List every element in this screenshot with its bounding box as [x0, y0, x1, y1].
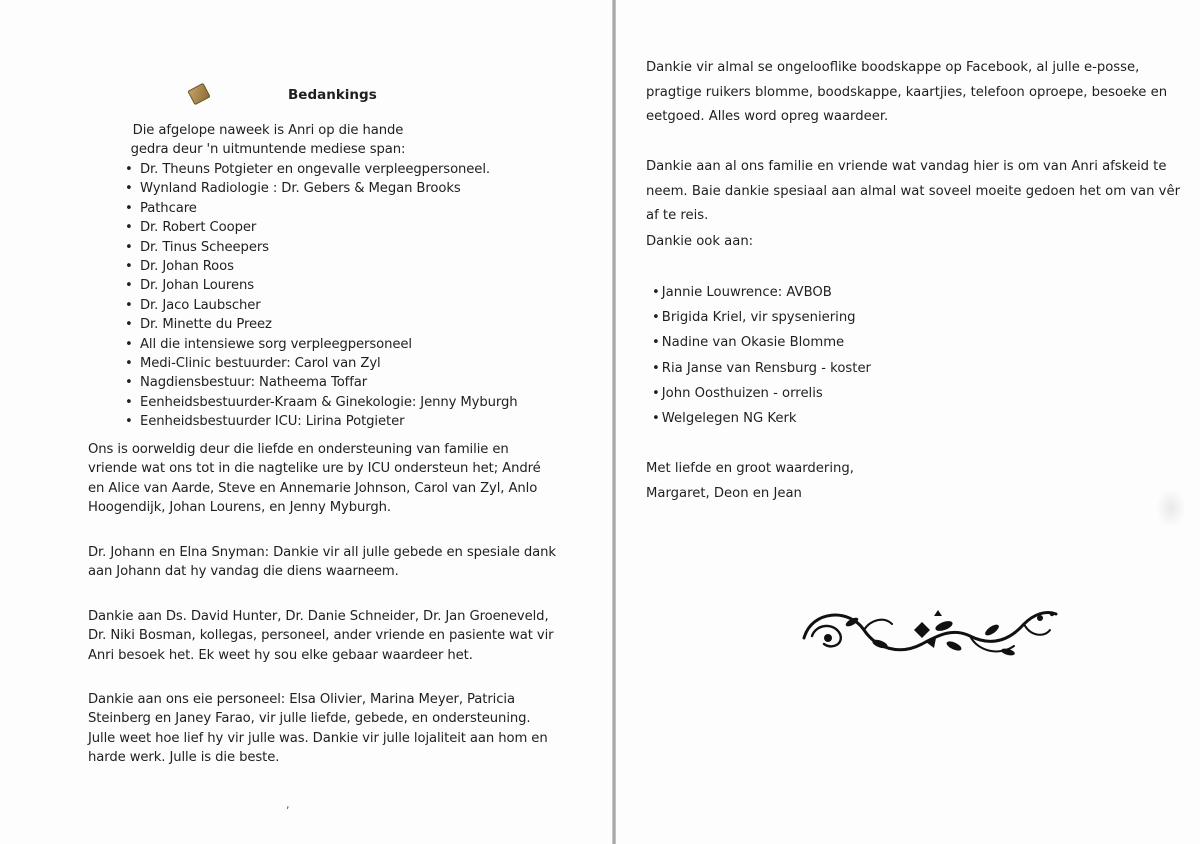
list-item: • John Oosthuizen - orrelis: [652, 381, 871, 406]
list-item: • Jannie Louwrence: AVBOB: [652, 280, 871, 305]
list-item: • Eenheidsbestuurder-Kraam & Ginekologie: Jenny Myburgh: [124, 393, 518, 412]
intro-text: Die afgelope naweek is Anri op die hande gedra deur 'n uitmuntende mediese span:: [130, 123, 406, 158]
list-item: • Dr. Jaco Laubscher: [124, 296, 518, 315]
list-item: • Medi-Clinic bestuurder: Carol van Zyl: [124, 354, 518, 373]
family-paragraph: Dankie aan al ons familie en vriende wat vandag hier is om van Anri afskeid te neem. Baie dankie spesiaal aan almal wat soveel moeite gedoen het om van vêr af te reis.: [646, 159, 1181, 224]
list-item: • Nagdiensbestuur: Natheema Toffar: [124, 373, 518, 392]
family-support-paragraph: Ons is oorweldig deur die liefde en ondersteuning van familie en vriende wat ons tot in die nagtelike ure by ICU ondersteun het; André en Alice van Aarde, Steve en Annemarie Johnson, Carol van Zyl, Anlo Hoogendijk, Johan Lourens, en Jenny Myburgh.: [88, 442, 541, 516]
list-item: • Wynland Radiologie : Dr. Gebers & Megan Brooks: [124, 179, 518, 198]
visitors-paragraph: Dankie aan Ds. David Hunter, Dr. Danie Schneider, Dr. Jan Groeneveld, Dr. Niki Bosman, kollegas, personeel, ander vriende en pasiente wat vir Anri besoek het. Ek weet hy sou elke gebaar waardeer het.: [88, 609, 554, 663]
right-page: [616, 0, 1200, 844]
stray-mark: ,: [286, 798, 290, 811]
floral-ornament-icon: [794, 600, 1064, 662]
list-item: • Dr. Johan Lourens: [124, 276, 518, 295]
list-item: • Dr. Tinus Scheepers: [124, 238, 518, 257]
closing-line: Met liefde en groot waardering,: [646, 461, 854, 476]
paperclip-icon: [187, 83, 210, 106]
list-item: • Brigida Kriel, vir spyseniering: [652, 305, 871, 330]
list-item: • Welgelegen NG Kerk: [652, 406, 871, 431]
list-item: • Dr. Minette du Preez: [124, 315, 518, 334]
list-item: • Nadine van Okasie Blomme: [652, 330, 871, 355]
list-item: • Dr. Theuns Potgieter en ongevalle verpleegpersoneel.: [124, 160, 518, 179]
staff-paragraph: Dankie aan ons eie personeel: Elsa Olivier, Marina Meyer, Patricia Steinberg en Janey Farao, vir julle liefde, gebede, en ondersteuning. Julle weet hoe lief hy vir julle was. Dankie vir julle lojaliteit aan hom en harde werk. Julle is die beste.: [88, 692, 548, 766]
snyman-paragraph: Dr. Johann en Elna Snyman: Dankie vir all julle gebede en spesiale dank aan Johann dat hy vandag die diens waarneem.: [88, 545, 556, 580]
page-title: Bedankings: [288, 87, 377, 103]
list-item: • Dr. Johan Roos: [124, 257, 518, 276]
medical-team-list: [124, 160, 518, 432]
list-item: • Eenheidsbestuurder ICU: Lirina Potgieter: [124, 412, 518, 431]
list-item: • Ria Janse van Rensburg - koster: [652, 356, 871, 381]
closing-signature: [646, 456, 854, 506]
list-item: • Pathcare: [124, 199, 518, 218]
title-block: [186, 84, 486, 106]
list-item: • Dr. Robert Cooper: [124, 218, 518, 237]
helpers-list: [652, 280, 871, 431]
list-item: • All die intensiewe sorg verpleegpersoneel: [124, 335, 518, 354]
thanks-also-heading: Dankie ook aan:: [646, 234, 754, 249]
paper-smudge: [1156, 488, 1186, 528]
signature-names: Margaret, Deon en Jean: [646, 486, 802, 501]
messages-paragraph: Dankie vir almal se ongelooflike boodskappe op Facebook, al julle e-posse, pragtige ruikers blomme, boodskappe, kaartjies, telefoon oproepe, besoeke en eetgoed. Alles word opreg waardeer.: [646, 60, 1168, 125]
